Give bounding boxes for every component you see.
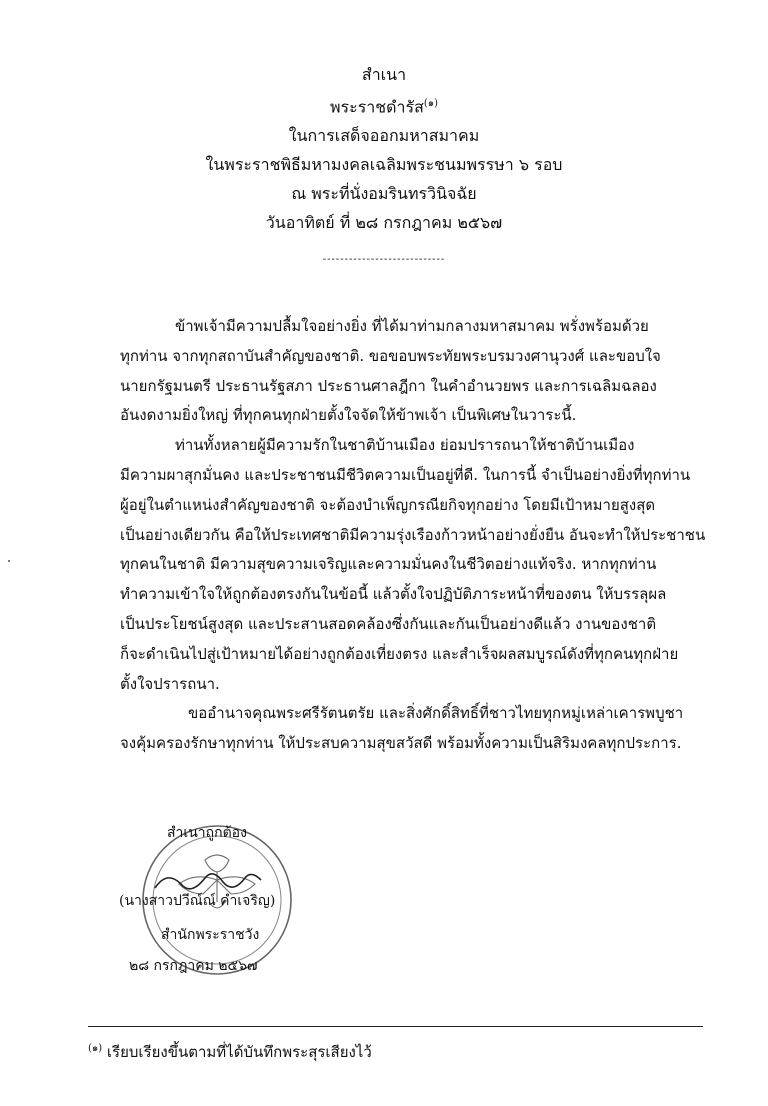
scan-speck [8,560,10,562]
certifier-office: สำนักพระราชวัง [161,927,260,943]
footnote-text: เรียบเรียงขึ้นตามที่ได้บันทึกพระสุรเสียงไว้ [102,1043,372,1061]
document-header [0,60,768,237]
body-line: ทำความเข้าใจให้ถูกต้องตรงกันในข้อนี้ แล้วตั้งใจปฏิบัติภาระหน้าที่ของตน ให้บรรลุผล [120,585,667,604]
body-line: มีความผาสุกมั่นคง และประชาชนมีชีวิตความเป็นอยู่ที่ดี. ในการนี้ จำเป็นอย่างยิ่งที่ทุกท่าน [120,465,691,484]
certified-copy-label: สำเนาถูกต้อง [167,825,247,841]
certification-date: ๒๘ กรกฎาคม ๒๕๖๗ [129,958,258,974]
body-line: ผู้อยู่ในตำแหน่งสำคัญของชาติ จะต้องบำเพ็ญกรณียกิจทุกอย่าง โดยมีเป้าหมายสูงสุด [120,495,656,514]
footnote-mark: (๑) [88,1043,103,1054]
body-line: อันงดงามยิ่งใหญ่ ที่ทุกคนทุกฝ่ายตั้งใจจัดให้ข้าพเจ้า เป็นพิเศษในวาระนี้. [120,406,577,425]
date-line: วันอาทิตย์ ที่ ๒๘ กรกฎาคม ๒๕๖๗ [265,213,503,233]
body-line: ตั้งใจปรารถนา. [120,674,220,693]
body-line: เป็นอย่างเดียวกัน คือให้ประเทศชาติมีความรุ่งเรืองก้าวหน้าอย่างยั่งยืน อันจะทำให้ประชาชน [120,525,706,544]
certification-block [119,820,315,980]
footnote-divider [88,1026,703,1027]
header-divider: ---------------------------- [322,254,446,265]
document-title [0,89,768,121]
body-line: ขออำนาจคุณพระศรีรัตนตรัย และสิ่งศักดิ์สิทธิ์ที่ชาวไทยทุกหมู่เหล่าเคารพบูชา [188,704,684,723]
speech-body [120,312,720,759]
body-line: เป็นประโยชน์สูงสุด และประสานสอดคล้องซึ่งกันและกันเป็นอย่างดีแล้ว งานของชาติ [120,614,657,633]
body-line: จงคุ้มครองรักษาทุกท่าน ให้ประสบความสุขสวัสดี พร้อมทั้งความเป็นสิริมงคลทุกประการ. [120,734,682,753]
body-line: ก็จะดำเนินไปสู่เป้าหมายได้อย่างถูกต้องเที่ยงตรง และสำเร็จผลสมบูรณ์ดังที่ทุกคนทุกฝ่าย [120,644,679,663]
body-line: ทุกท่าน จากทุกสถาบันสำคัญของชาติ. ขอขอบพระทัยพระบรมวงศานุวงศ์ และขอบใจ [120,346,661,365]
venue-line: ณ พระที่นั่งอมรินทรวินิจฉัย [291,184,477,204]
body-line: ท่านทั้งหลายผู้มีความรักในชาติบ้านเมือง ย่อมปรารถนาให้ชาติบ้านเมือง [175,436,635,455]
body-line: ข้าพเจ้ามีความปลื้มใจอย่างยิ่ง ที่ได้มาท่ามกลางมหาสมาคม พรั่งพร้อมด้วย [175,317,649,335]
ceremony-line: ในพระราชพิธีมหามงคลเฉลิมพระชนมพรรษา ๖ รอบ [205,155,563,175]
signature-stroke [155,874,261,889]
body-line: ทุกคนในชาติ มีความสุขความเจริญและความมั่นคงในชีวิตอย่างแท้จริง. หากทุกท่าน [120,555,657,574]
title-text: พระราชดำรัส [329,97,424,117]
certifier-name: (นางสาวปวีณ์ณ์ คำเจริญ) [119,893,276,909]
body-line: นายกรัฐมนตรี ประธานรัฐสภา ประธานศาลฎีกา ในคำอำนวยพร และการเฉลิมฉลอง [120,376,657,395]
copy-label: สำเนา [361,65,407,84]
footnote [88,1040,372,1064]
footnote-reference: (๑) [423,98,439,109]
occasion-line: ในการเสด็จออกมหาสมาคม [288,126,480,146]
